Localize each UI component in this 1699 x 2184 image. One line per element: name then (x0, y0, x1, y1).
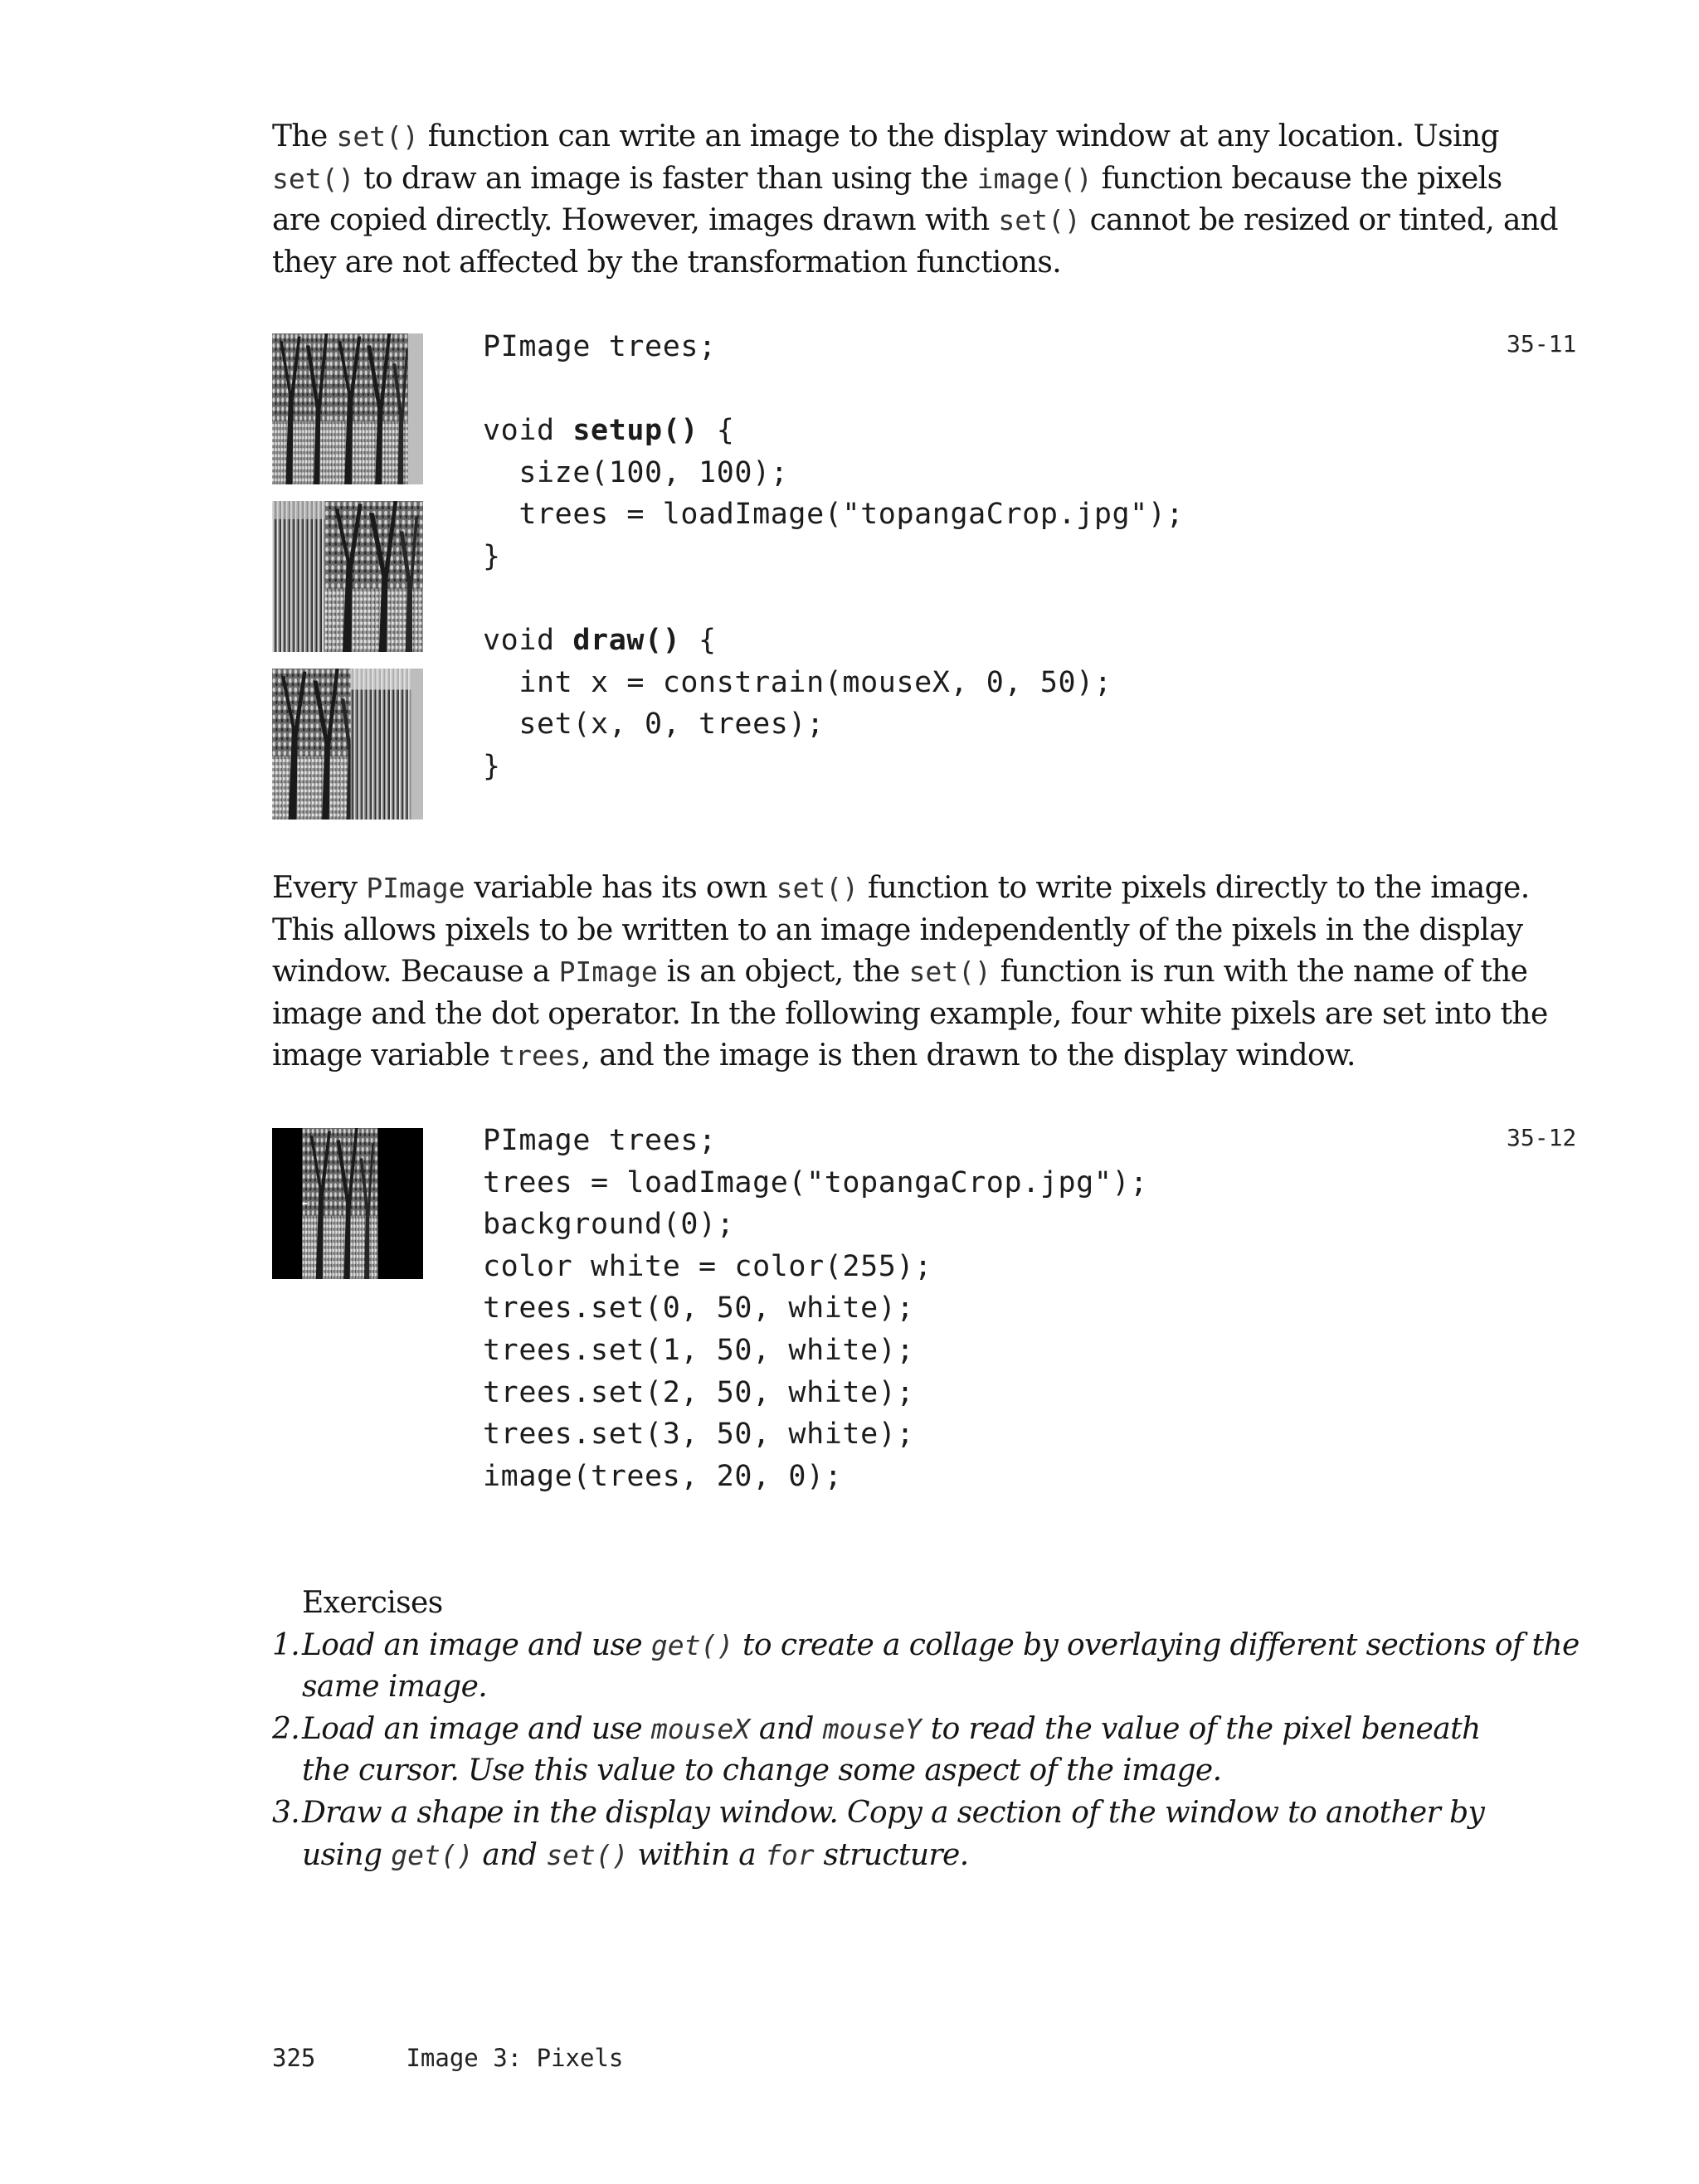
text-run: variable has its own (465, 871, 776, 905)
code-example-35-12 (483, 1120, 1148, 1497)
text-run: structure. (814, 1837, 969, 1872)
text-run: to draw an image is faster than using the (354, 161, 977, 196)
text-line (272, 242, 1483, 285)
code-line: PImage trees; (483, 1124, 717, 1157)
code-line: image(trees, 20, 0); (483, 1459, 843, 1493)
exercises-section (272, 1583, 1580, 1876)
code-line: void setup() { (483, 414, 735, 448)
inline-code: PImage (558, 956, 658, 989)
text-line (272, 1035, 1483, 1077)
text-line (272, 951, 1528, 994)
exercise-item (272, 1792, 1516, 1876)
inline-code: for (765, 1838, 815, 1871)
text-line (302, 1625, 1580, 1667)
inline-code: get() (391, 1838, 474, 1871)
inline-code: get() (650, 1628, 734, 1661)
text-run: and (750, 1711, 823, 1746)
exercise-text (302, 1709, 1481, 1792)
text-run: This allows pixels to be written to an image independently of the pixels in the display (272, 912, 1523, 947)
code-line: } (483, 539, 501, 573)
example-35-11-output-1 (272, 333, 423, 484)
exercise-text (302, 1625, 1580, 1709)
example-35-12-output (272, 1128, 423, 1279)
exercise-number: 3. (272, 1795, 300, 1830)
text-line (302, 1709, 1481, 1751)
code-example-35-11 (483, 326, 1184, 788)
exercise-item (272, 1709, 1516, 1792)
code-line: trees.set(1, 50, white); (483, 1333, 915, 1367)
code-line: background(0); (483, 1208, 735, 1242)
text-run: function to write pixels directly to the image. (859, 871, 1530, 905)
text-run: and (473, 1837, 547, 1872)
code-line: size(100, 100); (483, 455, 789, 489)
chapter-title: Image 3: Pixels (406, 2044, 624, 2072)
text-run: within a (628, 1837, 766, 1872)
code-line: set(x, 0, trees); (483, 708, 825, 742)
intro-paragraph (272, 116, 1558, 284)
text-run: they are not affected by the transformation functions. (272, 245, 1062, 280)
exercise-number: 1. (272, 1627, 300, 1662)
text-line (272, 116, 1499, 158)
inline-code: set() (998, 204, 1081, 237)
text-run: The (272, 119, 337, 153)
text-run: cannot be resized or tinted, and (1080, 203, 1558, 238)
text-line (272, 994, 1548, 1036)
example-ref-35-11: 35-11 (1507, 330, 1577, 358)
text-line (272, 910, 1523, 952)
text-line (272, 158, 1502, 201)
code-line (483, 368, 1184, 411)
inline-code: image() (976, 162, 1093, 195)
text-run: Load an image and use (302, 1711, 651, 1746)
text-line (302, 1792, 1484, 1835)
text-run: is an object, the (657, 955, 909, 990)
text-run: function because the pixels (1092, 161, 1502, 196)
code-line: PImage trees; (483, 330, 717, 363)
inline-code: set() (776, 872, 859, 904)
function-name: setup() (572, 414, 699, 448)
text-run: function is run with the name of the (991, 955, 1528, 990)
code-line (483, 578, 1184, 620)
text-run: to read the value of the pixel beneath (921, 1711, 1481, 1746)
text-run: image and the dot operator. In the following example, four white pixels are set into the (272, 996, 1548, 1031)
text-run: using (302, 1837, 392, 1872)
text-run: Draw a shape in the display window. Copy a section of the window to another by (302, 1795, 1485, 1830)
code-line: void draw() { (483, 624, 717, 658)
page-number: 325 (272, 2044, 316, 2072)
inline-code: mouseY (822, 1712, 922, 1745)
exercise-number: 2. (272, 1711, 300, 1746)
exercises-list (272, 1625, 1580, 1877)
text-line (302, 1666, 1580, 1709)
exercises-heading: Exercises (302, 1586, 443, 1620)
exercise-text (302, 1792, 1484, 1876)
text-line (272, 200, 1558, 242)
example-35-11-output-3 (272, 669, 423, 820)
text-run: function can write an image to the display window at any location. Using (418, 119, 1499, 153)
pimage-set-paragraph (272, 868, 1548, 1077)
text-run: are copied directly. However, images drawn with (272, 203, 999, 238)
inline-code: set() (272, 162, 355, 195)
code-line: } (483, 749, 501, 783)
code-line: trees = loadImage("topangaCrop.jpg"); (483, 1165, 1148, 1199)
page-footer (272, 2044, 623, 2072)
text-line (302, 1750, 1481, 1792)
text-run: the cursor. Use this value to change some aspect of the image. (302, 1754, 1222, 1788)
code-line: color white = color(255); (483, 1249, 932, 1283)
text-run: Load an image and use (302, 1627, 651, 1662)
text-line (302, 1835, 1484, 1877)
inline-code: set() (336, 120, 419, 153)
text-run: to create a collage by overlaying different sections of the (733, 1627, 1580, 1662)
code-line: trees = loadImage("topangaCrop.jpg"); (483, 498, 1185, 532)
text-run: , and the image is then drawn to the display window. (581, 1038, 1356, 1073)
code-line: trees.set(3, 50, white); (483, 1418, 915, 1452)
text-run: image variable (272, 1038, 499, 1073)
function-name: draw() (572, 624, 681, 658)
code-line: int x = constrain(mouseX, 0, 50); (483, 665, 1112, 699)
text-line (272, 868, 1530, 910)
text-run: Every (272, 871, 367, 905)
code-line: trees.set(2, 50, white); (483, 1375, 915, 1409)
example-ref-35-12: 35-12 (1507, 1124, 1577, 1151)
inline-code: set() (908, 956, 991, 989)
inline-code: PImage (366, 872, 465, 904)
inline-code: set() (546, 1838, 629, 1871)
example-35-11-output-2 (272, 501, 423, 652)
exercise-item (272, 1625, 1580, 1709)
inline-code: trees (499, 1039, 582, 1073)
text-run: window. Because a (272, 955, 559, 990)
code-line: trees.set(0, 50, white); (483, 1291, 915, 1325)
text-run: same image. (302, 1670, 488, 1705)
inline-code: mouseX (650, 1712, 751, 1745)
